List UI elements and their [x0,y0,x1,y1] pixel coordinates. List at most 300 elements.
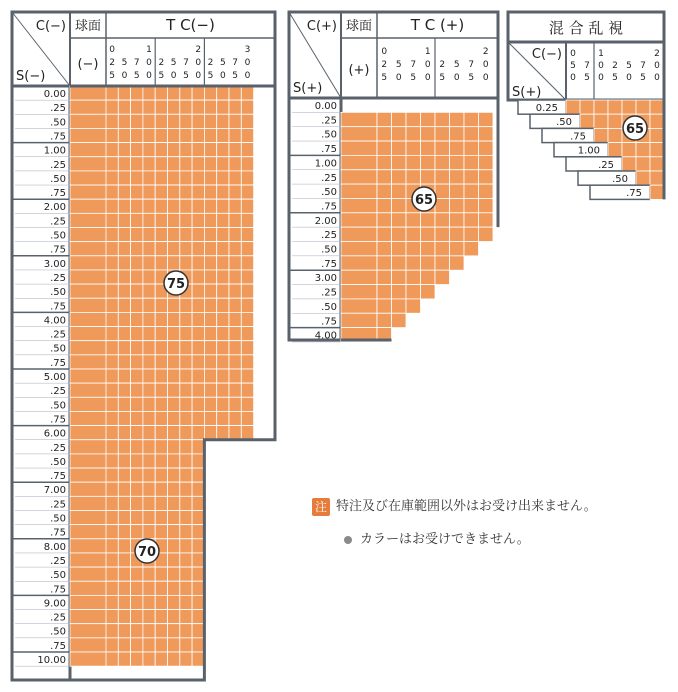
tcm-column-tick: 1 [146,45,152,55]
tcm-cell [118,595,130,609]
tcm-column-tick: 0 [244,58,251,68]
tcm-cell [155,468,167,482]
tcm-column-tick: 0 [195,58,202,68]
tcp-sphere-label: 球面 [345,19,373,34]
tcm-cell [155,213,167,227]
tcm-cell [106,213,118,227]
tcp-column-tick: 5 [395,60,402,70]
tcp-cell [450,127,465,141]
tcm-cell [204,185,216,199]
tcm-cell [168,525,180,539]
tcp-cell [406,155,421,169]
tcm-cell [106,539,118,553]
tcm-cell [180,185,192,199]
tcp-cell [392,256,407,270]
tcm-cell [106,298,118,312]
tcm-sphere-label: 球面 [74,19,102,34]
tcm-cell [180,86,192,100]
tcm-cell [180,312,192,326]
tcm-cell [168,553,180,567]
tcm-cell [106,454,118,468]
tcm-cell [180,624,192,638]
tcm-row-label: .25 [50,159,66,171]
tcp-cell [450,141,465,155]
tcm-cell [155,171,167,185]
tcm-cell [168,327,180,341]
tcm-cell [217,242,229,256]
tcm-cell [192,567,204,581]
tcm-cell [118,270,130,284]
tcm-row-label: 2.00 [43,202,66,214]
tcm-cell [131,242,143,256]
tcm-cell [217,128,229,142]
tcm-cell [106,114,118,128]
tcm-cell [118,567,130,581]
mix-cell [580,114,594,128]
tcp-cell [435,141,450,155]
tcm-row-label: 0.00 [43,89,66,100]
tcm-cell [241,157,253,171]
tcm-row-label: 10.00 [37,655,66,666]
tcm-cell [168,100,180,114]
tcp-column-tick: 7 [410,60,417,70]
tcp-cell [377,242,392,256]
tcp-cell [421,213,436,227]
tcm-cell [192,327,204,341]
tcm-cell [143,369,155,383]
tcm-column-tick: 0 [146,71,152,81]
tcm-cell [217,256,229,270]
tcm-cell [168,128,180,142]
tcm-cell [180,610,192,624]
tcm-row-label: 4.00 [43,315,66,327]
tcm-cell [204,86,216,100]
tcm-cell [241,242,253,256]
tcm-cell [143,355,155,369]
tcm-cell [168,411,180,425]
mix-column-tick: 1 [598,49,604,59]
tcm-cell [204,397,216,411]
tcm-cell [241,312,253,326]
tcm-cell [131,312,143,326]
tcm-cell [168,312,180,326]
tcm-cell [155,581,167,595]
tcm-column-tick: 5 [183,71,189,81]
tcm-cell [106,397,118,411]
tcm-cell [118,454,130,468]
tcm-cell [106,468,118,482]
tcm-row-label: .25 [50,329,66,341]
tcm-cell [131,327,143,341]
tcm-cell [204,327,216,341]
mix-cell [608,143,622,157]
tcm-cell [106,312,118,326]
tcm-cell [155,157,167,171]
tcp-cell [392,285,407,299]
tcm-cell [192,114,204,128]
tcm-cell [143,468,155,482]
tcm-cell [192,185,204,199]
tcp-row-label: .50 [321,187,337,199]
tcm-cell [180,327,192,341]
mix-column-tick: 0 [598,73,604,83]
tcm-cell [143,128,155,142]
tcm-cell [204,312,216,326]
tcm-cell [143,199,155,213]
tcm-column-tick: 0 [219,71,226,81]
tcm-column-tick: 3 [244,45,251,55]
tcm-cell [217,397,229,411]
mix-cell [608,100,622,114]
tcm-cell [180,652,192,666]
tcp-cell [435,184,450,198]
tcm-row-label: .25 [50,499,66,511]
tcm-cell [168,86,180,100]
tcm-cell [241,327,253,341]
tcm-cell [192,652,204,666]
tcp-cell [421,127,436,141]
tcp-sphere-cell [341,184,377,198]
bullet-icon [344,536,352,544]
tcm-cell [155,397,167,411]
tcp-column-tick: 1 [424,47,431,57]
tcm-cell [106,652,118,666]
tcm-row-label: .50 [50,570,66,582]
tcp-cell [392,270,407,284]
tcp-sphere-cell [341,227,377,241]
tcp-cell [435,155,450,169]
tcp-row-label: .50 [321,301,337,313]
mix-column-tick: 7 [584,61,590,71]
tcm-cell [143,595,155,609]
tcp-cell [421,270,436,284]
mix-cell [636,171,650,185]
tcm-cell [143,567,155,581]
tcm-column-tick: 7 [133,58,140,68]
tcm-cell [192,369,204,383]
tcp-sphere-cell [341,213,377,227]
tcp-column-tick: 0 [381,47,388,57]
tcp-cell [377,256,392,270]
tcm-cell [229,411,241,425]
tcm-cell [204,383,216,397]
tcp-sphere-cell [341,299,377,313]
tcp-sphere-cell [341,112,377,126]
tcm-cell [241,355,253,369]
tcp-cell [479,198,494,212]
tcm-column-tick: 5 [232,71,239,81]
tcm-cell [143,341,155,355]
tcm-cell [217,341,229,355]
tcm-cell [143,114,155,128]
mix-cell [636,157,650,171]
tcm-row-label: .75 [50,357,66,369]
tcp-cell [450,242,465,256]
tcm-cell [143,511,155,525]
tcm-cell [131,383,143,397]
tcm-cell [180,128,192,142]
mix-cell [608,128,622,142]
tcm-cell [155,199,167,213]
tcp-cell [406,242,421,256]
tcm-cell [204,157,216,171]
tcm-cell [204,114,216,128]
tcm-cell [118,496,130,510]
tcm-cell [118,652,130,666]
tcm-row-label: .25 [50,555,66,567]
tcm-cell [118,114,130,128]
tcm-cell [106,199,118,213]
tcp-sphere-cell [341,313,377,327]
tcm-cell [118,355,130,369]
tcm-cell [131,652,143,666]
tcp-row-label: 3.00 [314,273,337,285]
tcm-cell [168,482,180,496]
tcm-cell [192,284,204,298]
tcp-cell [435,198,450,212]
tcm-cell [192,256,204,270]
tcm-cell [217,369,229,383]
tcm-cell [155,567,167,581]
note-color [344,528,530,547]
tcp-cell [377,170,392,184]
tcm-cell [241,341,253,355]
tcm-cell [106,228,118,242]
tcm-cell [143,143,155,157]
tcm-cell [106,327,118,341]
tcp-cell [421,141,436,155]
tcm-cell [168,298,180,312]
tcm-cell [106,86,118,100]
mix-column-tick: 2 [612,61,618,71]
tcm-cell [180,143,192,157]
tcm-cell [180,454,192,468]
tcp-row-label: .75 [321,316,337,328]
tcm-cell [131,482,143,496]
tcm-cell [118,298,130,312]
tcm-cell [106,185,118,199]
tcm-cell [155,242,167,256]
tcm-cell [168,242,180,256]
tcp-cell [421,256,436,270]
tcm-cell [168,185,180,199]
tcm-cell [217,171,229,185]
tcm-cell [204,411,216,425]
mix-column-tick: 7 [640,61,646,71]
tcm-cell [229,298,241,312]
tcm-column-tick: 2 [158,58,165,68]
mix-cell [650,100,664,114]
tcm-cell [155,411,167,425]
tcm-cell [106,242,118,256]
tcm-cell [131,567,143,581]
tcm-cell [106,270,118,284]
tcm-column-tick: 7 [232,58,239,68]
tcm-cell [217,185,229,199]
tcp-cell [421,242,436,256]
tcm-cell [168,581,180,595]
tcp-cell [406,112,421,126]
tcm-cell [217,199,229,213]
tcm-cell [241,143,253,157]
tcm-cell [106,411,118,425]
tcp-row-label: .75 [321,201,337,213]
tcm-cell [155,185,167,199]
tcm-cell [180,553,192,567]
tcm-cell [155,143,167,157]
tcp-sphere-cell [341,285,377,299]
tcm-cell [143,284,155,298]
tcm-cell [192,638,204,652]
mix-column-tick: 0 [654,61,660,71]
tcm-cell [106,426,118,440]
tcm-cell [118,468,130,482]
tcm-cell [143,327,155,341]
tcm-cell [180,482,192,496]
tcm-cell [131,171,143,185]
tcm-cell [106,581,118,595]
mix-cell [622,157,636,171]
tcm-column-tick: 2 [195,45,202,55]
tcp-column-tick: 5 [439,73,446,83]
tcm-cell [155,298,167,312]
tcp-row-label: .25 [321,115,337,127]
tcm-cell [118,312,130,326]
tcm-cell [180,199,192,213]
tcm-cell [143,185,155,199]
tcm-cell [155,638,167,652]
tcm-cell [118,228,130,242]
tcp-cell [377,313,392,327]
tcp-cell [435,170,450,184]
mix-column-tick: 0 [570,49,576,59]
tcm-cell [180,426,192,440]
tcm-cell [143,100,155,114]
tcm-cell [155,454,167,468]
tcm-row-label: .25 [50,612,66,624]
tcm-cell [143,581,155,595]
tcm-cell [155,595,167,609]
tcp-cell [479,184,494,198]
tcm-cell [168,426,180,440]
tcm-cell [143,440,155,454]
tcm-cell [143,426,155,440]
mix-cell [650,157,664,171]
tcm-cell [229,157,241,171]
tcm-row-label: .50 [50,230,66,242]
tcm-cell [155,525,167,539]
tcp-corner-s-label: S(+) [293,81,323,96]
tcm-region-75-label: 75 [166,277,186,292]
tcp-column-tick: 5 [453,60,460,70]
tcm-cell [143,496,155,510]
tcm-cell [143,482,155,496]
tcm-cell [217,327,229,341]
tcm-cell [118,411,130,425]
tcm-cell [131,369,143,383]
tcm-cell [229,383,241,397]
tcp-cell [464,242,479,256]
tcm-cell [118,482,130,496]
tcm-cell [118,638,130,652]
tcp-cell [377,213,392,227]
tcm-cell [131,468,143,482]
tcm-cell [241,298,253,312]
tcm-cell [192,228,204,242]
tcp-cell [435,112,450,126]
tcm-cell [204,128,216,142]
tcm-cell [192,496,204,510]
tcm-cell [229,312,241,326]
mix-column-tick: 5 [570,61,576,71]
tcm-cell [118,143,130,157]
tcm-cell [131,496,143,510]
mix-corner-s-label: S(+) [512,85,542,100]
mix-corner-c-label: C(−) [531,47,562,62]
tcm-cell [204,341,216,355]
tcm-cell [106,383,118,397]
tcm-cell [192,341,204,355]
tcm-row-label: .50 [50,626,66,638]
note-badge: 注 [312,498,330,516]
tcm-cell [143,525,155,539]
tcm-cell [118,256,130,270]
tcm-cell [118,397,130,411]
tcp-row-label: 1.00 [314,158,337,170]
tcm-column-tick: 5 [109,71,116,81]
tcm-cell [192,100,204,114]
tcm-column-tick: 0 [244,71,251,81]
tcm-row-label: 6.00 [43,428,66,440]
tcm-cell [192,298,204,312]
tcm-cell [143,652,155,666]
tcm-cell [118,128,130,142]
tcp-cell [435,242,450,256]
tcp-row-label: 4.00 [314,330,337,342]
tcm-row-label: 3.00 [43,258,66,270]
tcm-cell [143,256,155,270]
tcp-row-label: 2.00 [314,215,337,227]
tcm-cell [131,610,143,624]
tcm-cell [155,228,167,242]
tcm-cell [192,595,204,609]
tcp-cell [377,184,392,198]
tcm-cell [192,539,204,553]
tcp-cell [392,170,407,184]
tcm-column-tick: 7 [183,58,189,68]
tcm-cell [131,581,143,595]
mix-row-label-box [542,128,594,142]
tcm-cell [118,440,130,454]
tcm-cell [192,143,204,157]
tcm-row-label: 7.00 [43,485,66,497]
tcm-cell [229,86,241,100]
tcm-cell [192,171,204,185]
mix-column-tick: 0 [570,73,576,83]
tcp-cell [435,213,450,227]
tcm-row-label: 9.00 [43,598,66,610]
tcm-cell [180,157,192,171]
mix-column-tick: 0 [598,61,604,71]
tcp-cell [450,213,465,227]
tcm-cell [217,143,229,157]
mix-column-tick: 5 [640,73,646,83]
tcm-cell [229,341,241,355]
tcm-cell [106,511,118,525]
tcm-cell [118,581,130,595]
tcm-cell [229,185,241,199]
tcm-cell [131,128,143,142]
